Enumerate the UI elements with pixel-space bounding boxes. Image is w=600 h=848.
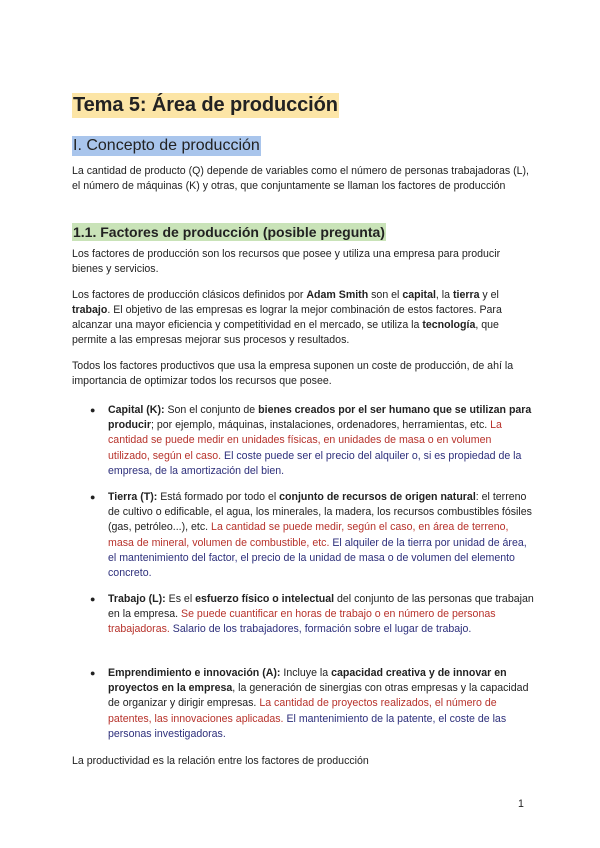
factores-paragraph-3: Todos los factores productivos que usa la empresa suponen un coste de producción, de ahí la importancia de optimizar todos los recursos que posee. <box>72 360 514 387</box>
list-item-text: Capital (K): Son el conjunto de bienes creados por el ser humano que se utilizan para producir; por ejemplo, máquinas, instalaciones, ordenadores, herramientas, etc. La cantidad se puede medir en unidades físicas, en unidades de masa o en volumen utilizado, según el caso. El coste puede ser el precio del alquiler o, si es propiedad de la empresa, de la amortización del bien. <box>108 404 532 477</box>
page-title: Tema 5: Área de producción <box>73 94 338 116</box>
page-number: 1 <box>518 798 524 810</box>
list-item-text: Tierra (T): Está formado por todo el conjunto de recursos de origen natural: el terreno de cultivo o edificable, el agua, los minerales, la madera, los recursos combustibles fósiles (gas, petróleo...), etc. La cantidad se puede medir, según el caso, en área de terreno, masa de mineral, volumen de combustible, etc. El alquiler de la tierra por unidad de área, el mantenimiento del factor, el precio de la unidad de masa o de volumen del elemento concreto. <box>108 491 532 580</box>
bullet-icon: ● <box>90 405 96 415</box>
bullet-icon: ● <box>90 594 96 604</box>
bullet-icon: ● <box>90 492 96 502</box>
list-item-text: Emprendimiento e innovación (A): Incluye la capacidad creativa y de innovar en proyectos en la empresa, la generación de sinergias con otras empresas y la capacidad de organizar y dirigir empresas. La cantidad de proyectos realizados, el número de patentes, las innovaciones aplicadas. El mantenimiento de la patente, el coste de las personas investigadoras. <box>108 667 529 740</box>
section-heading-concepto: I. Concepto de producción <box>73 137 260 154</box>
list-item-text: Trabajo (L): Es el esfuerzo físico o intelectual del conjunto de las personas que trabajan en la empresa. Se puede cuantificar en horas de trabajo o en número de personas trabajadoras. Salario de los trabajadores, formación sobre el lugar de trabajo. <box>108 593 534 636</box>
section-heading-factores: 1.1. Factores de producción (posible pregunta) <box>73 224 385 240</box>
factores-paragraph-1: Los factores de producción son los recursos que posee y utiliza una empresa para producir bienes y servicios. <box>72 248 501 275</box>
factores-paragraph-2: Los factores de producción clásicos definidos por Adam Smith son el capital, la tierra y el trabajo. El objetivo de las empresas es lograr la mejor combinación de estos factores. Para alcanzar una mayor eficiencia y competitividad en el mercado, se utiliza la tecnología, que permite a las empresas mejorar sus procesos y resultados. <box>72 289 502 346</box>
closing-paragraph: La productividad es la relación entre los factores de producción <box>72 755 369 767</box>
concepto-paragraph: La cantidad de producto (Q) depende de variables como el número de personas trabajadoras (L), el número de máquinas (K) y otras, que conjuntamente se llaman los factores de producción <box>72 165 529 192</box>
bullet-icon: ● <box>90 668 96 678</box>
